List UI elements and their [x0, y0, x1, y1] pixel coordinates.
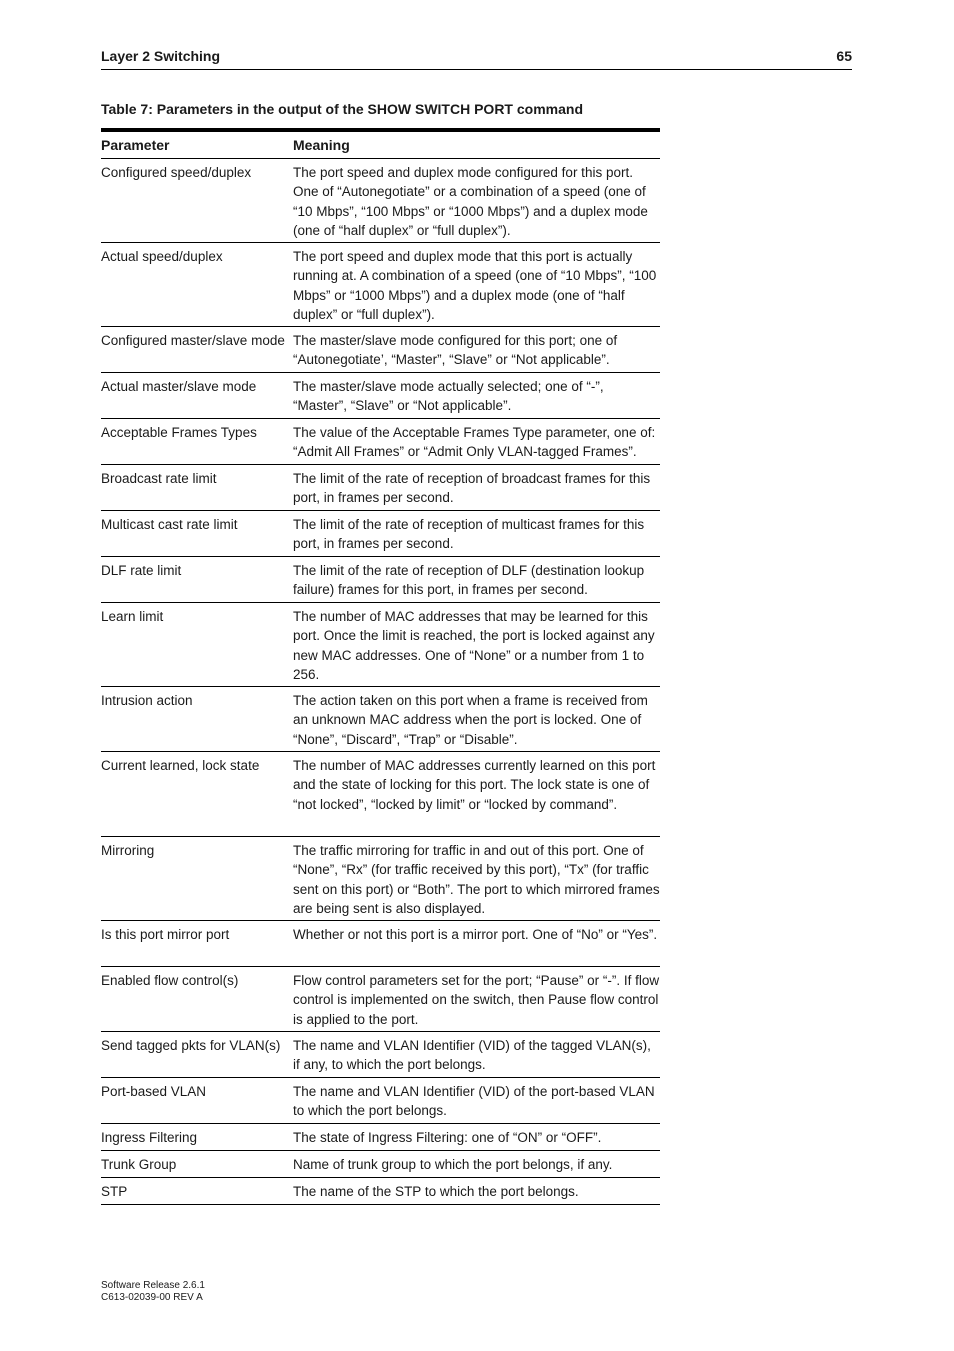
meaning-cell: Whether or not this port is a mirror port. One of “No” or “Yes”. — [293, 927, 658, 942]
column-header-meaning: Meaning — [293, 137, 350, 153]
section-title: Layer 2 Switching — [101, 48, 221, 64]
table-row — [101, 1032, 660, 1078]
parameter-cell: Configured speed/duplex — [101, 165, 252, 180]
table-row — [101, 373, 660, 419]
table-row — [101, 967, 660, 1032]
meaning-cell: Name of trunk group to which the port belongs, if any. — [293, 1157, 613, 1172]
parameter-cell: Is this port mirror port — [101, 927, 230, 942]
meaning-cell: The port speed and duplex mode configured for this port. One of “Autonegotiate” or a combination of a speed (one of “10 Mbps”, “100 Mbps” or “1000 Mbps”) and a duplex mode (one of “half duplex” or “full duplex”). — [293, 165, 648, 238]
meaning-cell: The limit of the rate of reception of broadcast frames for this port, in frames per second. — [293, 471, 651, 506]
table-row — [101, 1178, 660, 1205]
meaning-cell: The limit of the rate of reception of multicast frames for this port, in frames per second. — [293, 517, 645, 552]
footer-doc-number: C613-02039-00 REV A — [101, 1291, 203, 1303]
table-row — [101, 159, 660, 243]
parameter-cell: DLF rate limit — [101, 563, 182, 578]
parameter-cell: Ingress Filtering — [101, 1130, 198, 1145]
table-row — [101, 243, 660, 327]
meaning-cell: The value of the Acceptable Frames Type parameter, one of: “Admit All Frames” or “Admit Only VLAN-tagged Frames”. — [293, 425, 656, 460]
meaning-cell: The limit of the rate of reception of DLF (destination lookup failure) frames for this port, in frames per second. — [293, 563, 645, 598]
table-row — [101, 1151, 660, 1178]
meaning-cell: Flow control parameters set for the port; “Pause” or “-”. If flow control is implemented on the switch, then Pause flow control is applied to the port. — [293, 973, 660, 1027]
footer-release: Software Release 2.6.1 — [101, 1280, 205, 1291]
parameter-cell: Enabled flow control(s) — [101, 973, 239, 988]
meaning-cell: The state of Ingress Filtering: one of “ON” or “OFF”. — [293, 1130, 602, 1145]
parameter-cell: Current learned, lock state — [101, 758, 260, 773]
table-row — [101, 921, 660, 967]
parameter-cell: Mirroring — [101, 843, 155, 858]
meaning-cell: The port speed and duplex mode that this port is actually running at. A combination of a speed (one of “10 Mbps”, “100 Mbps” or “1000 Mbps”) and a duplex mode (one of “half duplex” or “full duplex”). — [293, 249, 657, 322]
meaning-cell: The name and VLAN Identifier (VID) of the port-based VLAN to which the port belongs. — [293, 1084, 655, 1119]
table-body — [101, 159, 660, 1205]
parameter-cell: Configured master/slave mode — [101, 333, 285, 348]
parameter-cell: Send tagged pkts for VLAN(s) — [101, 1038, 281, 1053]
table-row — [101, 327, 660, 373]
parameters-table — [101, 128, 660, 1205]
table-row — [101, 1078, 660, 1124]
meaning-cell: The number of MAC addresses that may be learned for this port. Once the limit is reached, the port is locked against any new MAC addresses. One of “None” or a number from 1 to 256. — [293, 609, 655, 682]
parameter-cell: Actual speed/duplex — [101, 249, 223, 264]
page-footer — [101, 1280, 205, 1303]
table-row — [101, 752, 660, 837]
page-number: 65 — [836, 48, 852, 64]
parameter-cell: Port-based VLAN — [101, 1084, 207, 1099]
meaning-cell: The number of MAC addresses currently learned on this port and the state of locking for this port. The lock state is one of “not locked”, “locked by limit” or “locked by command”. — [293, 758, 656, 812]
table-header-row — [101, 132, 660, 159]
meaning-cell: The action taken on this port when a frame is received from an unknown MAC address when the port is locked. One of “None”, “Discard”, “Trap” or “Disable”. — [293, 693, 648, 747]
parameter-cell: Learn limit — [101, 609, 164, 624]
parameter-cell: Broadcast rate limit — [101, 471, 217, 486]
table-row — [101, 419, 660, 465]
table-row — [101, 465, 660, 511]
parameter-cell: Multicast cast rate limit — [101, 517, 238, 532]
table-row — [101, 687, 660, 752]
table-row — [101, 603, 660, 687]
running-header — [101, 48, 852, 70]
table-row — [101, 557, 660, 603]
table-row — [101, 511, 660, 557]
table-caption: Table 7: Parameters in the output of the SHOW SWITCH PORT command — [101, 101, 584, 117]
meaning-cell: The name and VLAN Identifier (VID) of the tagged VLAN(s), if any, to which the port belongs. — [293, 1038, 651, 1073]
meaning-cell: The master/slave mode configured for this port; one of “Autonegotiate’, “Master”, “Slave” or “Not applicable”. — [293, 333, 618, 368]
meaning-cell: The master/slave mode actually selected; one of “-”, “Master”, “Slave” or “Not applicable”. — [293, 379, 604, 414]
parameter-cell: Intrusion action — [101, 693, 193, 708]
meaning-cell: The traffic mirroring for traffic in and out of this port. One of “None”, “Rx” (for traffic received by this port), “Tx” (for traffic sent on this port) or “Both”. The port to which mirrored frames are being sent is also displayed. — [293, 843, 660, 916]
parameter-cell: Acceptable Frames Types — [101, 425, 257, 440]
table-row — [101, 837, 660, 921]
column-header-parameter: Parameter — [101, 137, 170, 153]
parameter-cell: Trunk Group — [101, 1157, 177, 1172]
table-row — [101, 1124, 660, 1151]
meaning-cell: The name of the STP to which the port belongs. — [293, 1184, 579, 1199]
parameter-cell: STP — [101, 1184, 128, 1199]
parameter-cell: Actual master/slave mode — [101, 379, 257, 394]
